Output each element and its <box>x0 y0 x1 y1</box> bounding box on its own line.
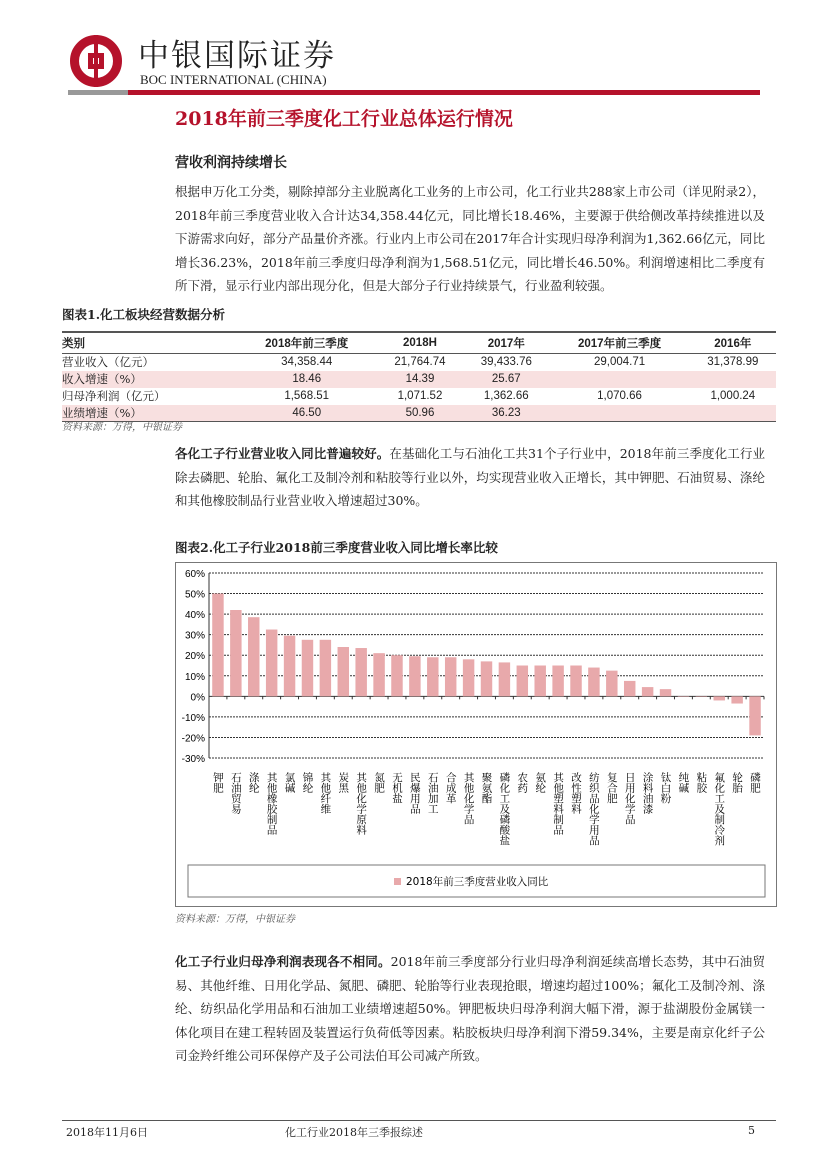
table-cell: 25.67 <box>463 371 549 388</box>
y-tick-label: 0% <box>190 692 205 704</box>
y-tick-label: 20% <box>184 651 205 663</box>
chart-source: 资料来源：万得，中银证券 <box>175 914 295 925</box>
table-cell: 46.50 <box>237 405 377 422</box>
bar <box>302 640 313 697</box>
bar <box>320 640 331 697</box>
x-tick-label: 磷化工及磷酸盐 <box>498 772 511 846</box>
table-cell: 收入增速（%） <box>62 371 237 388</box>
table-cell: 18.46 <box>237 371 377 388</box>
bar <box>552 666 563 697</box>
x-tick-label: 民爆用品 <box>408 772 421 814</box>
bar <box>642 687 653 696</box>
table-cell: 50.96 <box>377 405 463 422</box>
table-cell: 39,433.76 <box>480 356 532 369</box>
y-tick-label: 60% <box>184 569 205 580</box>
column-header: 2016年 <box>690 332 776 354</box>
bar-chart <box>175 562 777 907</box>
x-tick-label: 农药 <box>516 772 529 793</box>
column-header: 2018年前三季度 <box>237 332 377 354</box>
bar <box>499 662 510 696</box>
x-tick-label: 改性塑料 <box>570 772 583 814</box>
bar <box>660 689 671 696</box>
section-subtitle: 营收利润持续增长 <box>175 155 287 171</box>
table-cell: 1,070.66 <box>597 390 642 402</box>
boc-logo <box>70 35 122 87</box>
table-cell: 1,568.51 <box>284 390 330 402</box>
table-cell <box>690 371 776 388</box>
y-tick-label: 40% <box>184 610 205 622</box>
bar <box>570 666 581 697</box>
x-tick-label: 聚氨酯 <box>480 772 493 804</box>
table-cell: 14.39 <box>377 371 463 388</box>
x-tick-label: 其他化学品 <box>462 772 475 825</box>
x-tick-label: 其他橡胶制品 <box>265 772 278 835</box>
bar <box>534 666 545 697</box>
x-tick-label: 氯碱 <box>283 772 296 793</box>
column-header: 2018H <box>377 332 463 354</box>
paragraph-2-body: 在基础化工与石油化工共31个子行业中，2018年前三季度化工行业除去磷肥、轮胎、氟化工及制冷剂和粘胶等行业以外，均实现营业收入正增长，其中钾肥、石油贸易、涤纶和其他橡胶制品行业营业收入增速超过30%。 <box>175 446 765 508</box>
x-tick-label: 涤纶 <box>247 772 260 793</box>
data-table <box>62 331 776 422</box>
x-tick-label: 锦纶 <box>301 772 314 793</box>
x-tick-label: 氟化工及制冷剂 <box>713 772 726 846</box>
x-tick-label: 涂料油漆 <box>641 772 654 814</box>
bar <box>230 610 241 696</box>
bar <box>212 594 223 697</box>
footer-date: 2018年11月6日 <box>66 1126 148 1139</box>
paragraph-2 <box>175 442 765 513</box>
table-cell: 营业收入（亿元） <box>62 355 154 370</box>
legend-swatch <box>394 878 401 885</box>
bar <box>355 648 366 696</box>
table-cell: 29,004.71 <box>593 356 646 369</box>
table-header-row <box>62 332 776 354</box>
footer-page-number: 5 <box>748 1124 755 1137</box>
x-tick-label: 其他纤维 <box>319 772 332 814</box>
table-caption: 图表1.化工板块经营数据分析 <box>62 307 226 322</box>
table-cell <box>549 405 689 422</box>
bar <box>481 661 492 696</box>
bar <box>427 657 438 696</box>
x-tick-label: 纯碱 <box>677 772 690 793</box>
bar <box>588 668 599 697</box>
bar <box>445 657 456 696</box>
x-tick-label: 氨纶 <box>534 772 547 793</box>
bar <box>624 681 635 696</box>
bar <box>248 617 259 696</box>
y-tick-label: -10% <box>181 712 205 724</box>
table-row <box>62 354 776 371</box>
bar <box>373 653 384 696</box>
y-tick-label: 10% <box>184 671 205 683</box>
table-cell: 1,071.52 <box>397 390 443 402</box>
bar <box>463 659 474 696</box>
x-tick-label: 磷肥 <box>749 772 762 793</box>
paragraph-1: 根据申万化工分类，剔除掉部分主业脱离化工业务的上市公司，化工行业共288家上市公司（详见附录2），2018年前三季度营业收入合计达34,358.44亿元，同比增长18.46%，主要源于供给侧改革持续推进以及下游需求向好，部分产品量价齐涨。行业内上市公司在2017年合计实现归母净利润为1,362.66亿元，同比增长36.23%，2018年前三季度归母净利润为1,568.51亿元，同比增长46.50%。利润增速相比二季度有所下滑，显示行业内部出现分化，但是大部分子行业持续景气，行业盈利较强。 <box>175 184 765 293</box>
x-tick-label: 粘胶 <box>695 772 708 793</box>
y-tick-label: 50% <box>184 589 205 601</box>
column-header: 类别 <box>62 332 237 354</box>
table-cell: 31,378.99 <box>707 356 759 369</box>
table-cell: 36.23 <box>463 405 549 422</box>
chart-svg <box>176 563 776 906</box>
x-tick-label: 复合肥 <box>605 772 618 804</box>
x-tick-label: 其他塑料制品 <box>552 772 565 835</box>
x-tick-label: 纺织品化学用品 <box>587 772 600 846</box>
bar <box>749 696 760 735</box>
bar <box>338 647 349 696</box>
chart-caption: 图表2.化工子行业2018前三季度营业收入同比增长率比较 <box>175 540 498 555</box>
x-tick-label: 石油加工 <box>426 772 439 814</box>
section-title: 2018年前三季度化工行业总体运行情况 <box>175 108 513 130</box>
header-bar-red <box>128 90 760 95</box>
x-tick-label: 石油贸易 <box>229 772 242 814</box>
bar <box>678 696 689 697</box>
x-tick-label: 合成革 <box>444 772 457 804</box>
y-tick-label: -30% <box>181 754 205 765</box>
y-tick-label: 30% <box>184 630 205 642</box>
table-cell: 1,362.66 <box>483 390 529 402</box>
bar <box>284 636 295 697</box>
table-row <box>62 371 776 388</box>
bar <box>517 666 528 697</box>
table-cell: 1,000.24 <box>710 390 756 402</box>
bar <box>391 655 402 696</box>
column-header: 2017年前三季度 <box>549 332 689 354</box>
y-tick-label: -20% <box>181 733 205 745</box>
bar <box>606 671 617 697</box>
brand-name-cn: 中银国际证券 <box>138 38 336 74</box>
table-cell: 归母净利润（亿元） <box>62 389 166 403</box>
bar <box>696 696 707 697</box>
x-tick-label: 其他化学原料 <box>355 772 368 835</box>
x-tick-label: 钾肥 <box>211 772 224 793</box>
x-tick-label: 无机盐 <box>390 772 403 804</box>
paragraph-3 <box>175 950 765 1068</box>
brand-name-en: BOC INTERNATIONAL (CHINA) <box>140 72 327 87</box>
bar <box>266 630 277 697</box>
table-cell: 21,764.74 <box>394 356 446 369</box>
bar <box>731 696 742 703</box>
column-header: 2017年 <box>463 332 549 354</box>
x-tick-label: 氮肥 <box>373 772 386 793</box>
table-cell <box>549 371 689 388</box>
table-cell: 34,358.44 <box>281 356 333 369</box>
x-tick-label: 钛白粉 <box>659 772 672 804</box>
bar <box>409 656 420 696</box>
paragraph-3-lead: 化工子行业归母净利润表现各不相同。 <box>175 954 391 969</box>
bar <box>714 696 725 700</box>
x-tick-label: 日用化学品 <box>623 772 636 825</box>
x-tick-label: 轮胎 <box>731 772 744 793</box>
legend-label: 2018年前三季度营业收入同比 <box>406 876 549 888</box>
footer-divider <box>62 1120 776 1121</box>
header-bar-gray <box>68 90 128 95</box>
table-cell: 业绩增速（%） <box>62 405 237 422</box>
table-source: 资料来源：万得，中银证券 <box>62 422 182 433</box>
table-row <box>62 388 776 405</box>
paragraph-3-body: 2018年前三季度部分行业归母净利润延续高增长态势，其中石油贸易、其他纤维、日用化学品、氮肥、磷肥、轮胎等行业表现抢眼，增速均超过100%；氟化工及制冷剂、涤纶、纺织品化学用品和石油加工业绩增速超50%。钾肥板块归母净利润大幅下滑，源于盐湖股份金属镁一体化项目在建工程转固及装置运行负荷低等因素。粘胶板块归母净利润下滑59.34%，主要是南京化纤子公司金羚纤维公司环保停产及子公司法伯耳公司减产所致。 <box>175 954 765 1063</box>
table-cell <box>690 405 776 422</box>
footer-report-name: 化工行业2018年三季报综述 <box>285 1126 423 1139</box>
paragraph-2-lead: 各化工子行业营业收入同比普遍较好。 <box>175 446 390 461</box>
x-tick-label: 炭黑 <box>337 772 350 793</box>
